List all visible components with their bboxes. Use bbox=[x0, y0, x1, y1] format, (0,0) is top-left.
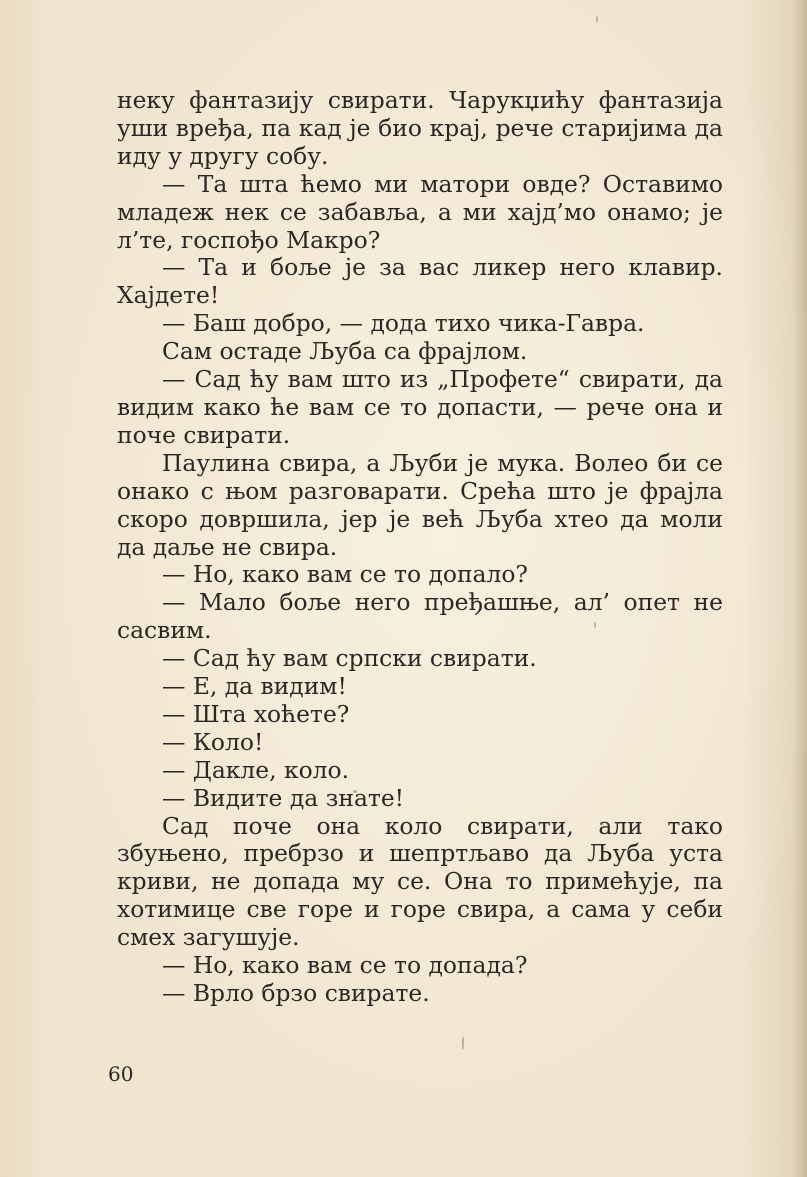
page-edge-shadow bbox=[793, 0, 807, 1177]
paragraph: — Та шта ћемо ми матори овде? Оставимо младеж нек се забавља, а ми хајд’мо онамо; је л’те, госпођо Макро? bbox=[117, 169, 723, 254]
paper-speck bbox=[462, 1036, 464, 1050]
body-text bbox=[117, 87, 723, 1008]
paragraph: Сад поче она коло свирати, али тако збуњено, пребрзо и шепртљаво да Љуба уста криви, не допада му се. Она то примећује, па хотимице све горе и горе свира, а сама у себи смех загушује. bbox=[117, 811, 723, 952]
paragraph: — Но, како вам се то допало? bbox=[162, 560, 528, 589]
paper-speck bbox=[596, 16, 598, 23]
paragraph: — Баш добро, — дода тихо чика-Гавра. bbox=[162, 309, 645, 338]
paragraph: — Е, да видим! bbox=[162, 672, 347, 701]
paragraph: — Сад ћу вам српски свирати. bbox=[162, 644, 537, 673]
paragraph: — Но, како вам се то допада? bbox=[162, 951, 528, 980]
paragraph: Сам остаде Љуба са фрајлом. bbox=[162, 337, 528, 366]
paragraph: — Шта хоћете? bbox=[162, 699, 350, 728]
paragraph: — Коло! bbox=[162, 727, 264, 756]
page-number: 60 bbox=[108, 1062, 134, 1086]
paragraph: неку фантазију свирати. Чарукџићу фантазија уши вређа, па кад је био крај, рече старијима да иду у другу собу. bbox=[117, 86, 723, 170]
paragraph: Паулина свира, а Љуби је мука. Волео би се онако с њом разговарати. Срећа што је фрајла скоро довршила, јер је већ Љуба хтео да моли да даље не свира. bbox=[117, 448, 723, 561]
paragraph: — Врло брзо свирате. bbox=[162, 979, 430, 1007]
paragraph: — Сад ћу вам што из „Профете“ свирати, да видим како ће вам се то допасти, — рече она и поче свирати. bbox=[117, 365, 723, 449]
paragraph: — Видите да знате! bbox=[162, 783, 405, 812]
paragraph: — Дакле, коло. bbox=[162, 755, 350, 784]
paragraph: — Мало боље него пређашње, ал’ опет не сасвим. bbox=[117, 588, 723, 645]
paragraph: — Та и боље је за вас ликер него клавир. Хајдете! bbox=[117, 253, 723, 310]
